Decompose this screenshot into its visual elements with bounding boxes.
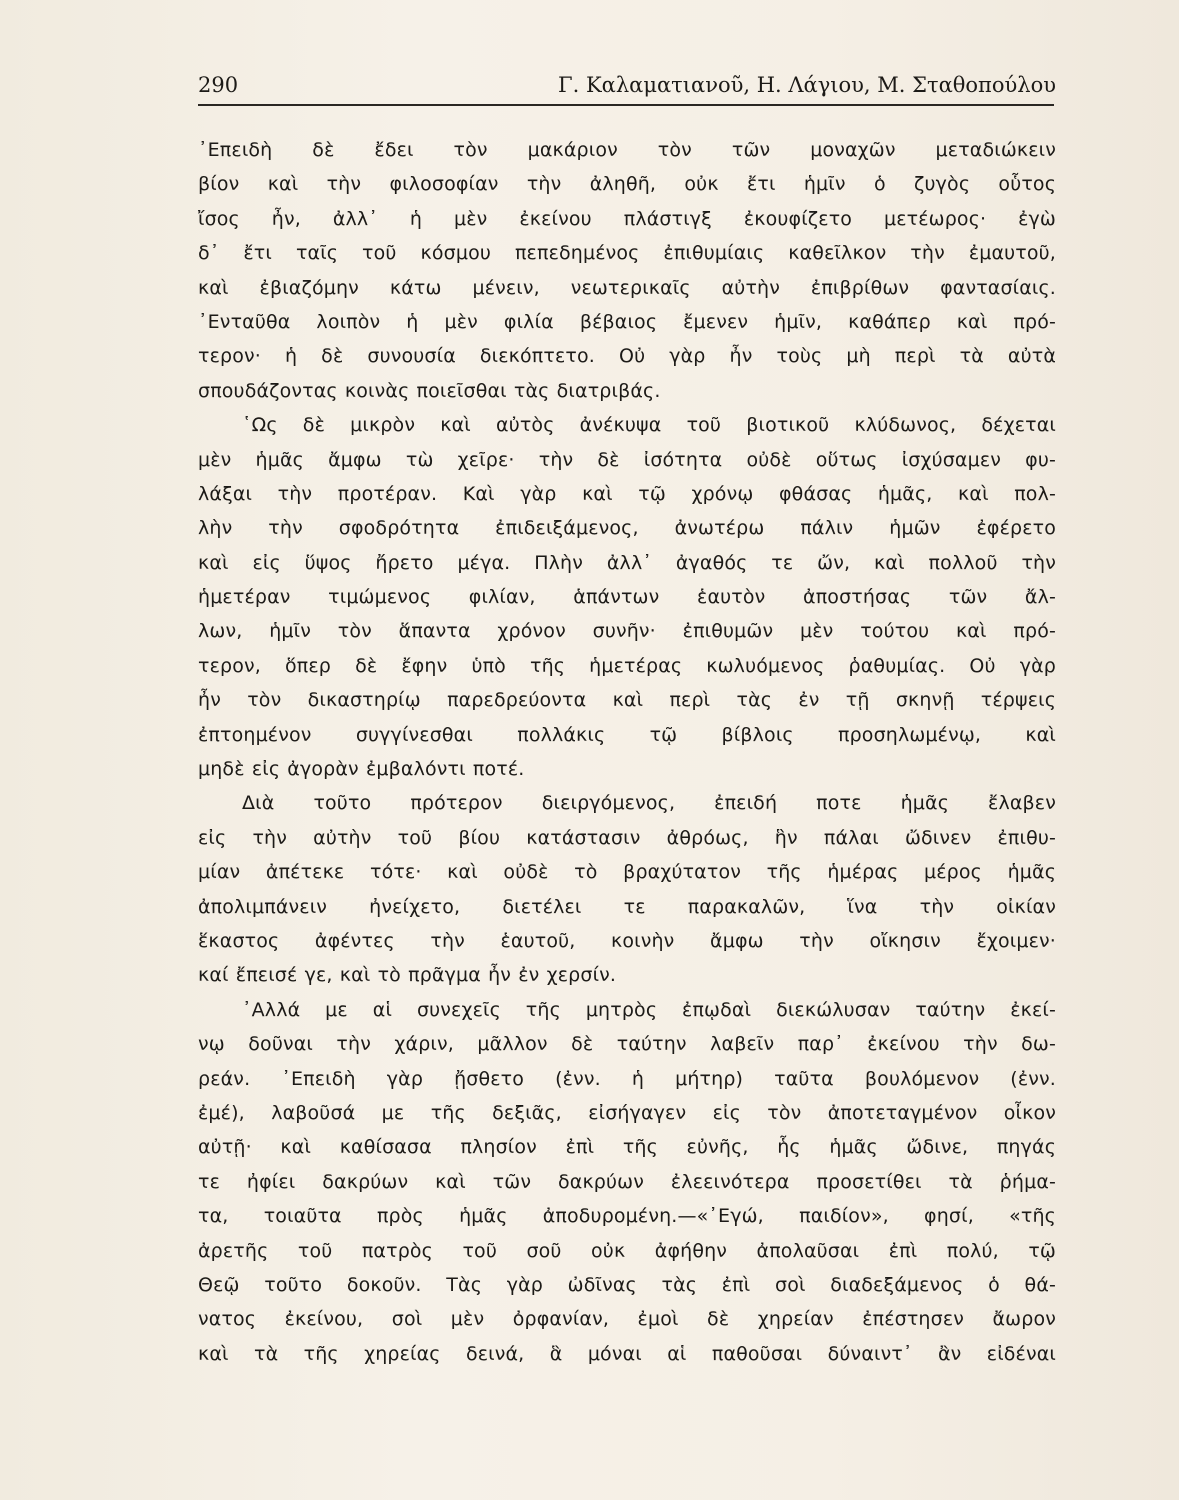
- text-line: ἦν τὸν δικαστηρίῳ παρεδρεύοντα καὶ περὶ τὰς ἐν τῇ σκηνῇ τέρψεις: [198, 689, 1056, 712]
- header-rule: [198, 104, 1054, 106]
- text-line: καὶ ἐβιαζόμην κάτω μένειν, νεωτερικαῖς αὐτὴν ἐπιβρίθων φαντασίαις.: [198, 276, 1056, 299]
- text-line: μὲν ἡμᾶς ἄμφω τὼ χεῖρε· τὴν δὲ ἰσότητα οὐδὲ οὕτως ἰσχύσαμεν φυ-: [198, 448, 1056, 471]
- text-line: καί ἔπεισέ γε, καὶ τὸ πρᾶγμα ἦν ἐν χερσίν.: [198, 964, 617, 987]
- text-line: νῳ δοῦναι τὴν χάριν, μᾶλλον δὲ ταύτην λαβεῖν παρ᾿ ἐκείνου τὴν δω-: [198, 1033, 1056, 1056]
- running-head: Γ. Καλαματιανοῦ, Η. Λάγιου, Μ. Σταθοπούλου: [558, 73, 1056, 97]
- text-line: τερον· ἡ δὲ συνουσία διεκόπτετο. Οὐ γὰρ ἦν τοὺς μὴ περὶ τὰ αὐτὰ: [198, 345, 1056, 368]
- text-line: δ᾿ ἔτι ταῖς τοῦ κόσμου πεπεδημένος ἐπιθυμίαις καθεῖλκον τὴν ἐμαυτοῦ,: [198, 242, 1056, 265]
- text-line: ἴσος ἦν, ἀλλ᾿ ἡ μὲν ἐκείνου πλάστιγξ ἐκουφίζετο μετέωρος· ἐγὼ: [198, 207, 1056, 230]
- text-line: ἕκαστος ἀφέντες τὴν ἑαυτοῦ, κοινὴν ἄμφω τὴν οἴκησιν ἔχοιμεν·: [198, 929, 1056, 952]
- text-line: ἡμετέραν τιμώμενος φιλίαν, ἁπάντων ἑαυτὸν ἀποστήσας τῶν ἄλ-: [198, 586, 1056, 609]
- text-line: σπουδάζοντας κοινὰς ποιεῖσθαι τὰς διατριβάς.: [198, 379, 661, 402]
- page-number: 290: [198, 73, 239, 97]
- text-line: βίον καὶ τὴν φιλοσοφίαν τὴν ἀληθῆ, οὐκ ἔτι ἡμῖν ὁ ζυγὸς οὗτος: [198, 173, 1056, 196]
- text-line: εἰς τὴν αὐτὴν τοῦ βίου κατάστασιν ἀθρόως, ἣν πάλαι ὤδινεν ἐπιθυ-: [198, 826, 1056, 849]
- text-line: τα, τοιαῦτα πρὸς ἡμᾶς ἀποδυρομένη.—«᾿Εγώ, παιδίον», φησί, «τῆς: [198, 1205, 1056, 1228]
- text-line: ἀπολιμπάνειν ἠνείχετο, διετέλει τε παρακαλῶν, ἵνα τὴν οἰκίαν: [198, 895, 1056, 918]
- text-line: μηδὲ εἰς ἀγορὰν ἐμβαλόντι ποτέ.: [198, 758, 525, 781]
- text-line: ᾿Ενταῦθα λοιπὸν ἡ μὲν φιλία βέβαιος ἔμενεν ἡμῖν, καθάπερ καὶ πρό-: [198, 310, 1056, 333]
- text-line: αὐτῇ· καὶ καθίσασα πλησίον ἐπὶ τῆς εὐνῆς, ἧς ἡμᾶς ὤδινε, πηγάς: [198, 1136, 1056, 1159]
- text-line: ρεάν. ᾿Επειδὴ γὰρ ᾔσθετο (ἐνν. ἡ μήτηρ) ταῦτα βουλόμενον (ἐνν.: [198, 1067, 1056, 1090]
- text-line: λων, ἡμῖν τὸν ἅπαντα χρόνον συνῆν· ἐπιθυμῶν μὲν τούτου καὶ πρό-: [198, 620, 1056, 643]
- text-line: νατος ἐκείνου, σοὶ μὲν ὀρφανίαν, ἐμοὶ δὲ χηρείαν ἐπέστησεν ἄωρον: [198, 1308, 1056, 1331]
- text-line: ῾Ως δὲ μικρὸν καὶ αὐτὸς ἀνέκυψα τοῦ βιοτικοῦ κλύδωνος, δέχεται: [242, 414, 1056, 437]
- main-text: [198, 133, 1056, 1371]
- text-line: λάξαι τὴν προτέραν. Καὶ γὰρ καὶ τῷ χρόνῳ φθάσας ἡμᾶς, καὶ πολ-: [198, 482, 1056, 505]
- text-line: ἀρετῆς τοῦ πατρὸς τοῦ σοῦ οὐκ ἀφήθην ἀπολαῦσαι ἐπὶ πολύ, τῷ: [198, 1239, 1056, 1262]
- text-line: ἐπτοημένον συγγίνεσθαι πολλάκις τῷ βίβλοις προσηλωμένῳ, καὶ: [198, 723, 1056, 746]
- text-line: ᾿Αλλά με αἱ συνεχεῖς τῆς μητρὸς ἐπῳδαὶ διεκώλυσαν ταύτην ἐκεί-: [242, 998, 1056, 1021]
- text-line: τερον, ὅπερ δὲ ἔφην ὑπὸ τῆς ἡμετέρας κωλυόμενος ῥαθυμίας. Οὐ γὰρ: [198, 654, 1056, 677]
- text-line: μίαν ἀπέτεκε τότε· καὶ οὐδὲ τὸ βραχύτατον τῆς ἡμέρας μέρος ἡμᾶς: [198, 861, 1056, 884]
- page-header: [198, 70, 1056, 104]
- text-line: καὶ τὰ τῆς χηρείας δεινά, ἃ μόναι αἱ παθοῦσαι δύναιντ᾿ ἂν εἰδέναι: [198, 1342, 1056, 1365]
- text-line: καὶ εἰς ὕψος ἤρετο μέγα. Πλὴν ἀλλ᾿ ἀγαθός τε ὤν, καὶ πολλοῦ τὴν: [198, 551, 1056, 574]
- text-line: τε ἠφίει δακρύων καὶ τῶν δακρύων ἐλεεινότερα προσετίθει τὰ ῥήμα-: [198, 1170, 1056, 1193]
- text-line: ᾿Επειδὴ δὲ ἔδει τὸν μακάριον τὸν τῶν μοναχῶν μεταδιώκειν: [198, 139, 1056, 161]
- text-line: ἐμέ), λαβοῦσά με τῆς δεξιᾶς, εἰσήγαγεν εἰς τὸν ἀποτεταγμένον οἶκον: [198, 1101, 1056, 1124]
- text-line: λὴν τὴν σφοδρότητα ἐπιδειξάμενος, ἀνωτέρω πάλιν ἡμῶν ἐφέρετο: [198, 517, 1056, 540]
- text-line: Διὰ τοῦτο πρότερον διειργόμενος, ἐπειδή ποτε ἡμᾶς ἔλαβεν: [242, 792, 1056, 815]
- text-line: Θεῷ τοῦτο δοκοῦν. Τὰς γὰρ ὠδῖνας τὰς ἐπὶ σοὶ διαδεξάμενος ὁ θά-: [198, 1273, 1056, 1296]
